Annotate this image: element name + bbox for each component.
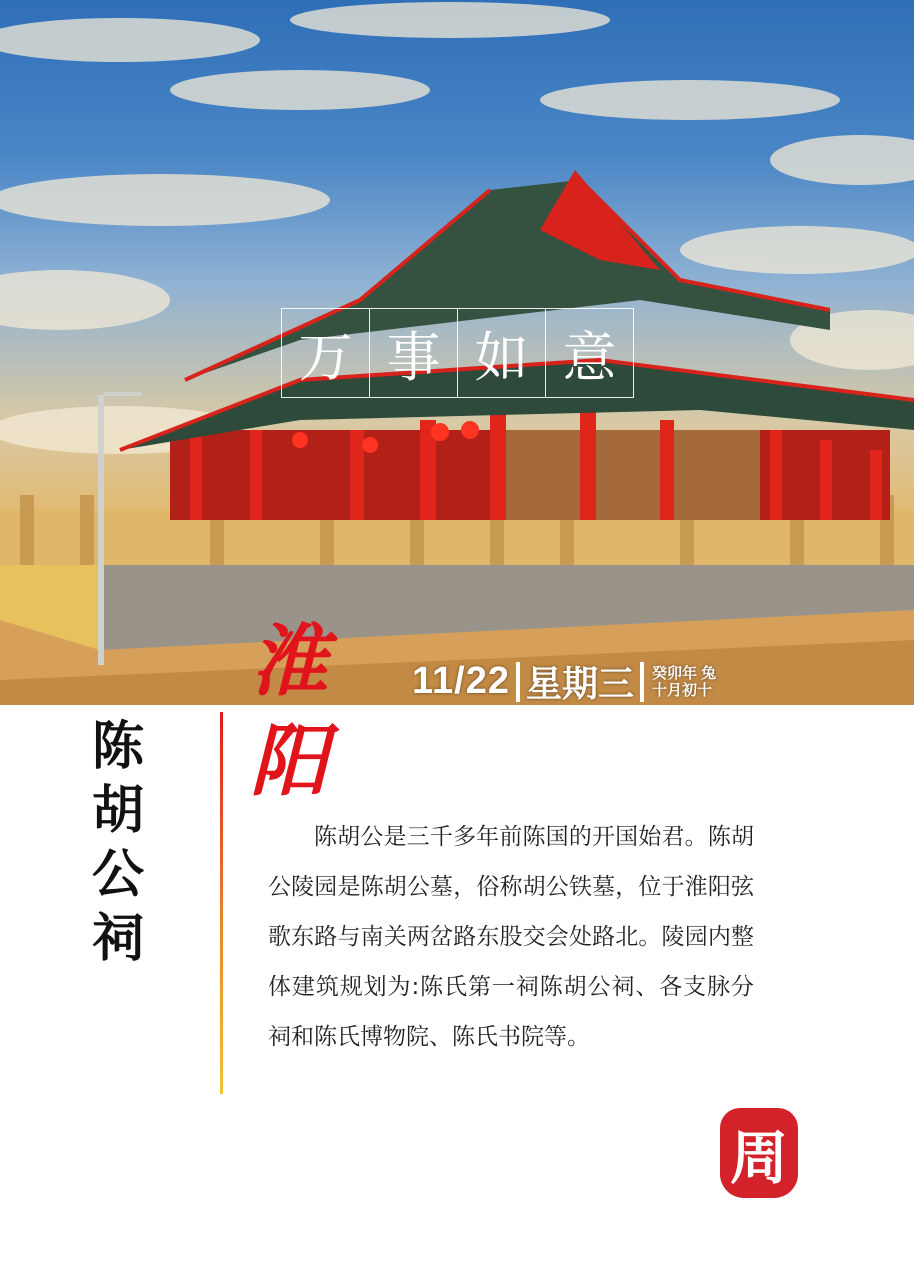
date-line: [412, 656, 716, 705]
title-char: 祠: [91, 908, 144, 969]
title-char: 公: [91, 844, 144, 905]
date-separator: [516, 662, 520, 702]
seal-char: 周: [729, 1124, 788, 1192]
seal-stamp: [720, 1108, 798, 1198]
blessing-box: [281, 308, 634, 398]
title-char: 胡: [91, 780, 144, 841]
description-paragraph: 陈胡公是三千多年前陈国的开国始君。陈胡公陵园是陈胡公墓，俗称胡公铁墓，位于淮阳弦歌东路与南关两岔路东股交会处路北。陵园内整体建筑规划为:陈氏第一祠陈胡公祠、各支脉分祠和陈氏博物院、陈氏书院等。: [268, 824, 754, 1050]
lunar-date: [652, 665, 716, 699]
place-char: 淮: [249, 616, 328, 707]
blessing-char: 万: [298, 325, 353, 389]
lunar-day: 十月初十: [652, 681, 713, 699]
blessing-char: 意: [545, 309, 633, 397]
date-weekday: 星期三: [526, 663, 635, 704]
lunar-year: 癸卯年 兔: [652, 664, 717, 682]
blessing-char: 事: [369, 309, 457, 397]
place-char: 阳: [249, 716, 328, 807]
blessing-char: 如: [457, 309, 545, 397]
title-char: 陈: [91, 716, 144, 777]
vertical-title: [88, 715, 148, 971]
place-name: [244, 612, 334, 812]
date-separator: [640, 662, 644, 702]
date-month-day: 11/22: [412, 660, 510, 702]
gradient-divider: [220, 712, 223, 1094]
